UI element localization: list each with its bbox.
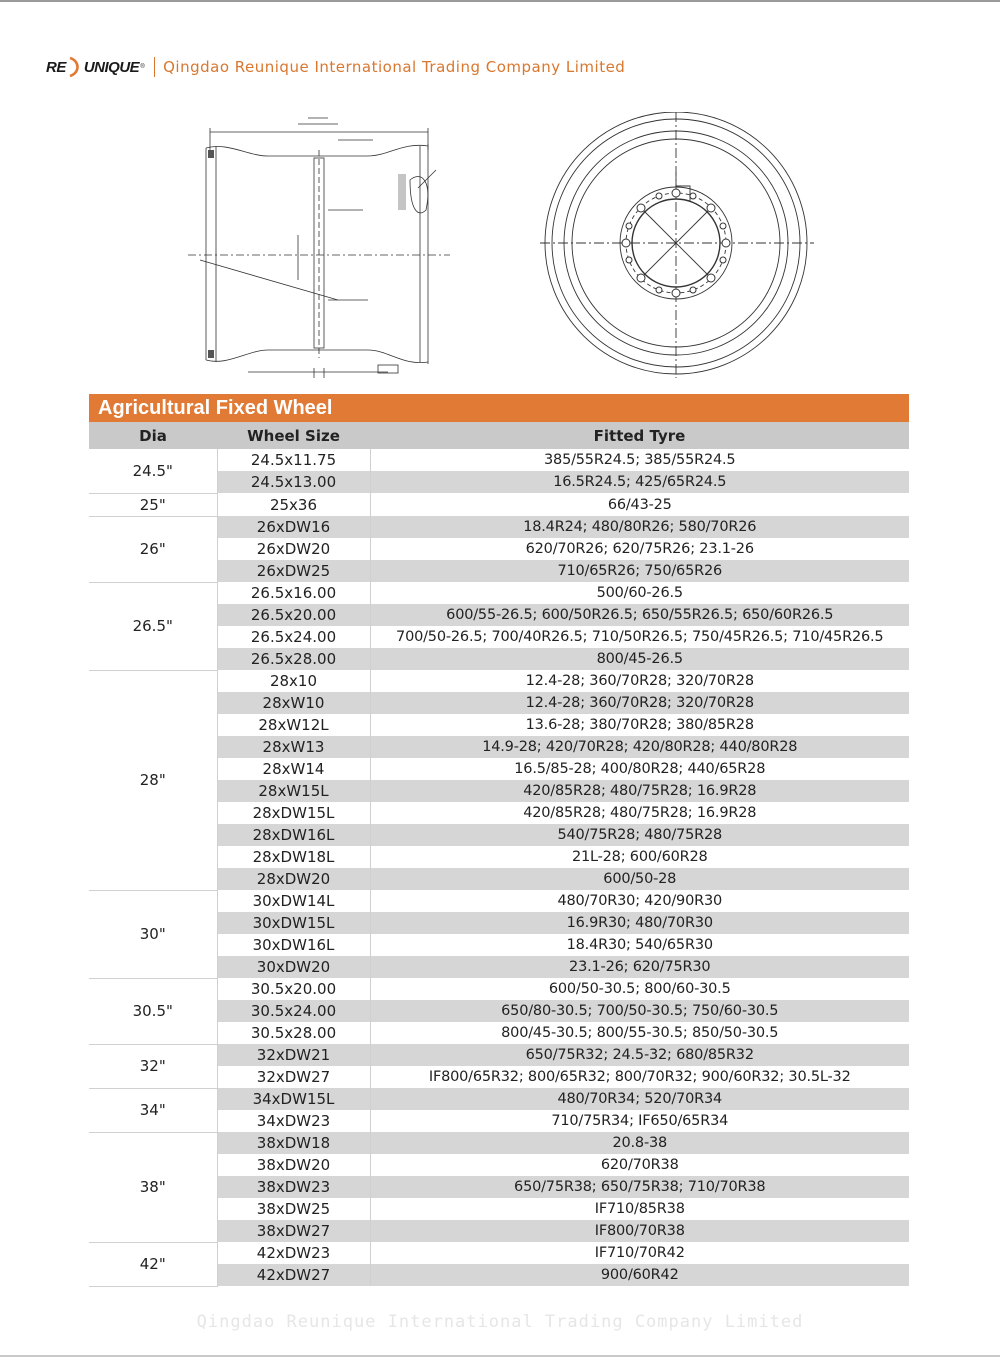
footer-watermark: Qingdao Reunique International Trading Company Limited (196, 1312, 804, 1332)
table-row (89, 1088, 909, 1110)
fitted-tyre-cell: 16.5/85-28; 400/80R28; 440/65R28 (370, 758, 909, 780)
dia-cell: 32" (89, 1044, 217, 1088)
wheel-size-cell: 25x36 (217, 493, 370, 516)
fitted-tyre-cell: 385/55R24.5; 385/55R24.5 (370, 449, 909, 471)
fitted-tyre-cell: 710/75R34; IF650/65R34 (370, 1110, 909, 1132)
wheel-size-cell: 28x10 (217, 670, 370, 692)
wheel-size-cell: 38xDW18 (217, 1132, 370, 1154)
top-rule (0, 0, 1000, 2)
wheel-size-cell: 28xDW16L (217, 824, 370, 846)
wheel-size-cell: 26.5x16.00 (217, 582, 370, 604)
wheel-size-cell: 38xDW20 (217, 1154, 370, 1176)
dia-cell: 28" (89, 670, 217, 890)
wheel-section-drawing (188, 110, 452, 380)
wheel-size-cell: 28xDW18L (217, 846, 370, 868)
wheel-size-cell: 42xDW23 (217, 1242, 370, 1264)
page-header (46, 52, 625, 82)
wheel-size-cell: 30xDW15L (217, 912, 370, 934)
wheel-face-drawing (540, 112, 820, 382)
fixed-wheel-table (89, 422, 909, 1287)
fitted-tyre-cell: 13.6-28; 380/70R28; 380/85R28 (370, 714, 909, 736)
dia-cell: 24.5" (89, 449, 217, 493)
fitted-tyre-cell: 14.9-28; 420/70R28; 420/80R28; 440/80R28 (370, 736, 909, 758)
table-row (89, 516, 909, 538)
dia-cell: 30.5" (89, 978, 217, 1044)
wheel-size-cell: 28xDW20 (217, 868, 370, 890)
fixed-wheel-table-section (89, 394, 909, 1287)
dia-cell: 42" (89, 1242, 217, 1286)
fitted-tyre-cell: 18.4R30; 540/65R30 (370, 934, 909, 956)
fitted-tyre-cell: 620/70R26; 620/75R26; 23.1-26 (370, 538, 909, 560)
fitted-tyre-cell: 900/60R42 (370, 1264, 909, 1286)
wheel-size-cell: 28xW10 (217, 692, 370, 714)
wheel-size-cell: 38xDW23 (217, 1176, 370, 1198)
wheel-size-cell: 26.5x24.00 (217, 626, 370, 648)
wheel-size-cell: 30xDW14L (217, 890, 370, 912)
dia-cell: 34" (89, 1088, 217, 1132)
fitted-tyre-cell: IF710/70R42 (370, 1242, 909, 1264)
fitted-tyre-cell: 500/60-26.5 (370, 582, 909, 604)
table-row (89, 582, 909, 604)
table-row (89, 890, 909, 912)
table-title: Agricultural Fixed Wheel (89, 394, 909, 422)
fitted-tyre-cell: 700/50-26.5; 700/40R26.5; 710/50R26.5; 750/45R26.5; 710/45R26.5 (370, 626, 909, 648)
fitted-tyre-cell: 600/50-30.5; 800/60-30.5 (370, 978, 909, 1000)
fitted-tyre-cell: IF800/65R32; 800/65R32; 800/70R32; 900/60R32; 30.5L-32 (370, 1066, 909, 1088)
wheel-size-cell: 24.5x11.75 (217, 449, 370, 471)
table-row (89, 449, 909, 471)
fitted-tyre-cell: 480/70R30; 420/90R30 (370, 890, 909, 912)
wheel-size-cell: 26xDW16 (217, 516, 370, 538)
fitted-tyre-cell: 18.4R24; 480/80R26; 580/70R26 (370, 516, 909, 538)
fitted-tyre-cell: 480/70R34; 520/70R34 (370, 1088, 909, 1110)
fitted-tyre-cell: 420/85R28; 480/75R28; 16.9R28 (370, 780, 909, 802)
table-row (89, 493, 909, 516)
fitted-tyre-cell: 16.9R30; 480/70R30 (370, 912, 909, 934)
table-header-row (89, 422, 909, 449)
fitted-tyre-cell: 600/55-26.5; 600/50R26.5; 650/55R26.5; 650/60R26.5 (370, 604, 909, 626)
fitted-tyre-cell: IF800/70R38 (370, 1220, 909, 1242)
logo-text-right: UNIQUE (83, 58, 140, 76)
dia-cell: 26" (89, 516, 217, 582)
fitted-tyre-cell: 20.8-38 (370, 1132, 909, 1154)
wheel-size-cell: 38xDW27 (217, 1220, 370, 1242)
fitted-tyre-cell: 16.5R24.5; 425/65R24.5 (370, 471, 909, 493)
wheel-size-cell: 28xW15L (217, 780, 370, 802)
fitted-tyre-cell: 12.4-28; 360/70R28; 320/70R28 (370, 692, 909, 714)
fitted-tyre-cell: 620/70R38 (370, 1154, 909, 1176)
company-logo (46, 56, 144, 78)
wheel-size-cell: 28xW12L (217, 714, 370, 736)
wheel-size-cell: 42xDW27 (217, 1264, 370, 1286)
wheel-size-cell: 38xDW25 (217, 1198, 370, 1220)
table-row (89, 670, 909, 692)
header-separator (154, 57, 155, 77)
fitted-tyre-cell: 800/45-26.5 (370, 648, 909, 670)
fitted-tyre-cell: 12.4-28; 360/70R28; 320/70R28 (370, 670, 909, 692)
column-header-fitted-tyre: Fitted Tyre (370, 422, 909, 449)
wheel-size-cell: 26.5x20.00 (217, 604, 370, 626)
wheel-size-cell: 34xDW23 (217, 1110, 370, 1132)
wheel-size-cell: 26xDW20 (217, 538, 370, 560)
fitted-tyre-cell: 66/43-25 (370, 493, 909, 516)
dia-cell: 25" (89, 493, 217, 516)
wheel-size-cell: 30xDW20 (217, 956, 370, 978)
column-header-wheel-size: Wheel Size (217, 422, 370, 449)
fitted-tyre-cell: 600/50-28 (370, 868, 909, 890)
dia-cell: 26.5" (89, 582, 217, 670)
table-row (89, 1044, 909, 1066)
table-row (89, 1242, 909, 1264)
wheel-size-cell: 28xW13 (217, 736, 370, 758)
fitted-tyre-cell: 420/85R28; 480/75R28; 16.9R28 (370, 802, 909, 824)
wheel-size-cell: 24.5x13.00 (217, 471, 370, 493)
fitted-tyre-cell: 650/75R38; 650/75R38; 710/70R38 (370, 1176, 909, 1198)
wheel-size-cell: 28xDW15L (217, 802, 370, 824)
wheel-size-cell: 32xDW21 (217, 1044, 370, 1066)
logo-registered-mark: ® (140, 64, 145, 70)
wheel-size-cell: 30.5x24.00 (217, 1000, 370, 1022)
fitted-tyre-cell: 650/75R32; 24.5-32; 680/85R32 (370, 1044, 909, 1066)
fitted-tyre-cell: 650/80-30.5; 700/50-30.5; 750/60-30.5 (370, 1000, 909, 1022)
wheel-size-cell: 26xDW25 (217, 560, 370, 582)
dia-cell: 38" (89, 1132, 217, 1242)
wheel-size-cell: 34xDW15L (217, 1088, 370, 1110)
fitted-tyre-cell: 21L-28; 600/60R28 (370, 846, 909, 868)
dia-cell: 30" (89, 890, 217, 978)
table-row (89, 1132, 909, 1154)
bottom-rule (0, 1355, 1000, 1357)
logo-swoosh-icon (67, 56, 83, 78)
fitted-tyre-cell: 710/65R26; 750/65R26 (370, 560, 909, 582)
fitted-tyre-cell: 540/75R28; 480/75R28 (370, 824, 909, 846)
fitted-tyre-cell: IF710/85R38 (370, 1198, 909, 1220)
fitted-tyre-cell: 800/45-30.5; 800/55-30.5; 850/50-30.5 (370, 1022, 909, 1044)
company-name: Qingdao Reunique International Trading Company Limited (163, 58, 626, 76)
column-header-dia: Dia (89, 422, 217, 449)
wheel-size-cell: 32xDW27 (217, 1066, 370, 1088)
wheel-size-cell: 30.5x28.00 (217, 1022, 370, 1044)
wheel-size-cell: 26.5x28.00 (217, 648, 370, 670)
wheel-size-cell: 30xDW16L (217, 934, 370, 956)
table-row (89, 978, 909, 1000)
logo-text-left: RE (46, 58, 66, 76)
fitted-tyre-cell: 23.1-26; 620/75R30 (370, 956, 909, 978)
table-body (89, 449, 909, 1286)
wheel-size-cell: 30.5x20.00 (217, 978, 370, 1000)
wheel-size-cell: 28xW14 (217, 758, 370, 780)
